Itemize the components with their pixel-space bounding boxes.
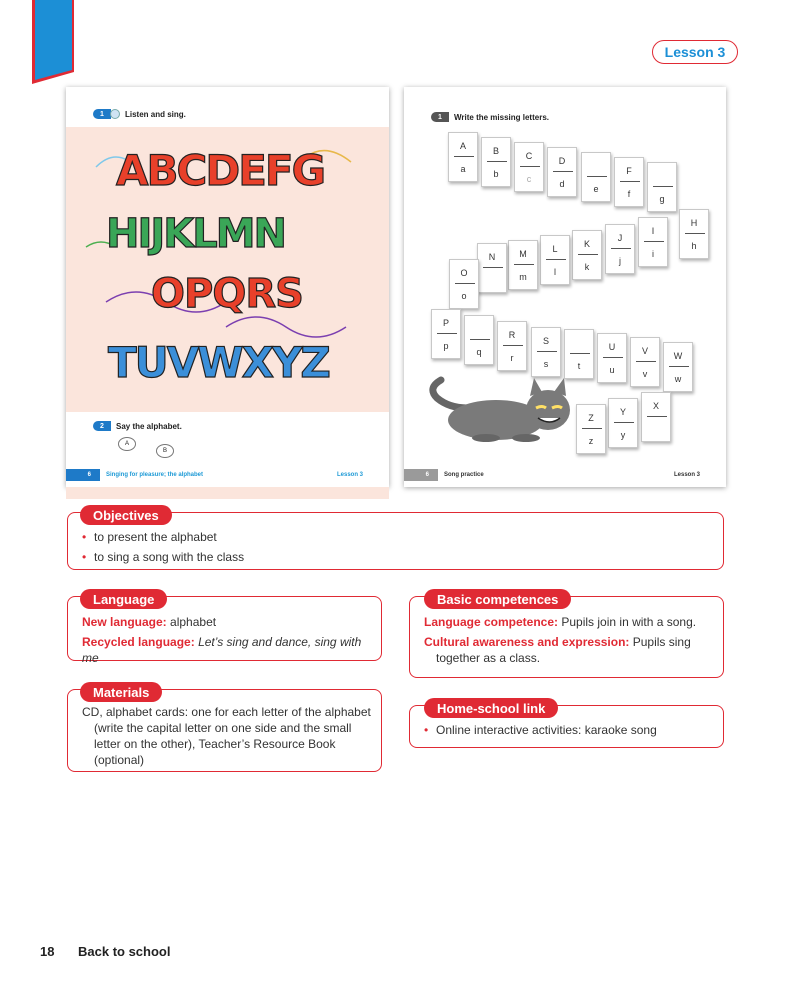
objective-item: • to sing a song with the class [82,549,244,565]
card-divider [537,351,557,352]
page-footer-lesson: Lesson 3 [336,472,363,478]
letter-card [481,137,511,187]
card-lowercase: s [543,359,549,369]
card-divider [570,353,590,354]
exercise-1-heading [93,109,186,119]
card-lowercase: m [519,272,527,282]
alphabet-row-1: ABCDEFG [116,146,325,195]
letter-card [597,333,627,383]
card-lowercase: w [674,374,682,384]
card-uppercase: V [641,346,648,356]
card-uppercase: D [558,156,566,166]
card-lowercase: v [642,369,648,379]
card-lowercase: l [554,267,556,277]
recycled-language-label: Recycled language: [82,635,195,649]
new-language-line [82,614,372,630]
language-competence-label: Language competence: [424,615,559,629]
card-divider [454,156,474,157]
exercise-number: 1 [93,109,111,119]
card-lowercase [642,424,670,435]
exercise-number: 1 [431,112,449,122]
card-divider [470,339,490,340]
card-lowercase: g [659,194,665,204]
new-language-value: alphabet [170,615,217,629]
card-uppercase: C [525,151,533,161]
card-lowercase: h [691,241,697,251]
corner-tab [30,0,76,84]
exercise-1-heading [431,112,549,122]
card-uppercase: J [617,233,623,243]
card-divider [611,248,631,249]
alphabet-row-2: HIJKLMN [106,211,286,257]
card-divider [514,264,534,265]
card-lowercase: y [620,430,626,440]
card-lowercase: d [559,179,565,189]
card-uppercase: L [552,244,558,254]
speech-bubble: B [156,444,174,458]
card-divider [553,171,573,172]
letter-card [464,315,494,365]
card-divider [587,176,607,177]
exercise-2-heading [93,421,182,431]
card-lowercase: o [461,291,467,301]
language-competence-value: Pupils join in with a song. [561,615,697,629]
card-uppercase: S [542,336,549,346]
letter-card [497,321,527,371]
letter-card [508,240,538,290]
objective-item: • to present the alphabet [82,529,244,545]
card-lowercase: u [609,365,615,375]
card-lowercase: a [460,164,466,174]
page-footer-title: Song practice [444,472,484,478]
card-divider [620,181,640,182]
card-uppercase: X [652,401,659,411]
cultural-awareness-line [424,634,719,666]
card-uppercase [582,161,610,172]
card-lowercase: r [510,353,514,363]
card-divider [647,416,667,417]
card-uppercase: Y [619,407,626,417]
card-uppercase [465,324,493,335]
page-footer [404,469,726,481]
card-divider [520,166,540,167]
card-uppercase: R [508,330,516,340]
exercise-instruction: Say the alphabet. [116,421,182,431]
exercise-number: 2 [93,421,111,431]
cat-illustration [426,372,596,447]
page-footer-title: Singing for pleasure; the alphabet [106,472,204,478]
card-lowercase: c [526,174,532,184]
card-lowercase: f [627,189,631,199]
card-uppercase: P [442,318,449,328]
card-divider [503,345,523,346]
card-uppercase [648,171,676,182]
lesson-label: Lesson 3 [652,40,738,64]
home-school-title: Home-school link [424,698,558,718]
card-uppercase: O [460,268,468,278]
card-uppercase: N [488,252,496,262]
card-uppercase: M [519,249,527,259]
language-title: Language [80,589,167,609]
card-divider [653,186,673,187]
student-book-page-right [404,87,726,487]
page-number: 6 [66,469,100,481]
home-school-item: • Online interactive activities: karaoke song [424,722,719,738]
letter-card [608,398,638,448]
language-competence-line [424,614,719,630]
letter-card [514,142,544,192]
recycled-language-value: Let’s sing and dance, sing with me [82,635,362,665]
card-uppercase: K [583,239,590,249]
basic-competences-title: Basic competences [424,589,571,609]
card-lowercase [478,275,506,286]
page-number: 18 [40,944,55,959]
letter-card [605,224,635,274]
materials-text: CD, alphabet cards: one for each letter of the alphabet (write the capital letter on one side and the small letter on the other), Teacher’s Resource Book (optional) [82,705,371,767]
card-lowercase: j [619,256,621,266]
section-title: Back to school [78,944,171,959]
new-language-label: New language: [82,615,167,629]
card-uppercase: U [608,342,616,352]
recycled-language-line [82,634,372,666]
card-divider [437,333,457,334]
card-divider [578,254,598,255]
card-lowercase: b [493,169,499,179]
card-divider [636,361,656,362]
card-uppercase: H [690,218,698,228]
card-divider [546,259,566,260]
card-uppercase: Z [588,413,594,423]
exercise-instruction: Listen and sing. [125,109,186,119]
letter-card [477,243,507,293]
card-lowercase: p [443,341,449,351]
cultural-awareness-value: Pupils sing together as a class. [436,635,691,665]
card-divider [483,267,503,268]
letter-card [679,209,709,259]
card-uppercase: W [673,351,683,361]
card-divider [669,366,689,367]
letter-card [540,235,570,285]
card-divider [603,357,623,358]
card-uppercase: I [651,226,655,236]
page-footer-lesson: Lesson 3 [673,472,700,478]
letter-card [647,162,677,212]
card-lowercase: t [577,361,581,371]
letter-card [572,230,602,280]
page-number: 6 [404,469,438,481]
card-divider [487,161,507,162]
card-lowercase: k [584,262,590,272]
exercise-instruction: Write the missing letters. [454,112,549,122]
card-lowercase: z [588,436,594,446]
page-footer [66,469,389,481]
card-divider [614,422,634,423]
letter-card [630,337,660,387]
card-lowercase: q [476,347,482,357]
card-uppercase: A [459,141,466,151]
alphabet-row-4: TUVWXYZ [108,338,329,387]
materials-title: Materials [80,682,162,702]
letter-card [531,327,561,377]
card-uppercase: F [626,166,632,176]
cd-icon [110,109,120,119]
speech-bubble: A [118,437,136,451]
letter-card [449,259,479,309]
alphabet-art-svg [66,127,389,412]
letter-card [448,132,478,182]
letter-card [638,217,668,267]
cultural-awareness-label: Cultural awareness and expression: [424,635,630,649]
card-uppercase: B [492,146,499,156]
objectives-title: Objectives [80,505,172,525]
student-book-page-left [66,87,389,487]
letter-card [431,309,461,359]
card-divider [455,283,475,284]
letter-card [641,392,671,442]
letter-card [614,157,644,207]
card-lowercase: i [652,249,654,259]
letter-card [663,342,693,392]
card-lowercase: e [593,184,599,194]
card-divider [644,241,664,242]
alphabet-row-3: OPQRS [151,271,303,317]
letter-card [547,147,577,197]
card-uppercase [565,338,593,349]
letter-card [581,152,611,202]
card-divider [685,233,705,234]
